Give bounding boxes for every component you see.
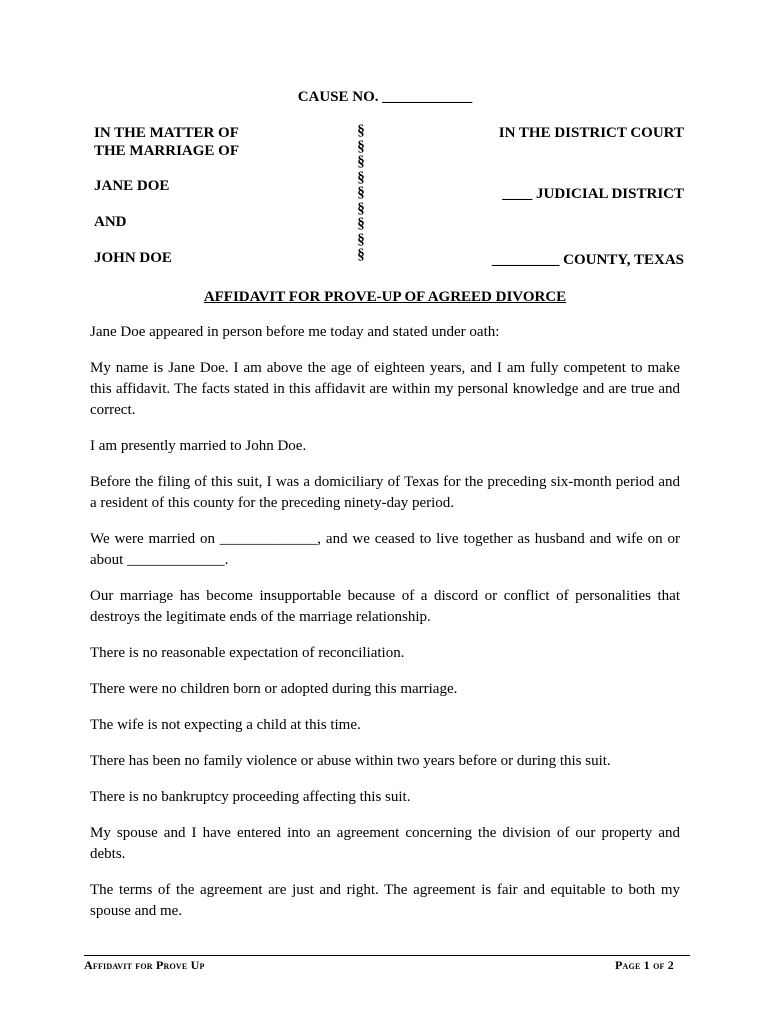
caption-party-respondent: JOHN DOE xyxy=(94,250,172,266)
section-symbol: § xyxy=(357,247,365,263)
caption-judicial-district: ____ JUDICIAL DISTRICT xyxy=(502,186,684,202)
caption-county: _________ COUNTY, TEXAS xyxy=(491,252,684,268)
paragraph: My name is Jane Doe. I am above the age of eighteen years, and I am fully competent to make this affidavit. The facts stated in this affidavit are within my personal knowledge and are true and correct. xyxy=(90,360,680,418)
caption-matter-line2: THE MARRIAGE OF xyxy=(94,143,240,159)
section-symbol: § xyxy=(357,123,365,139)
footer-page-number: Page 1 of 2 xyxy=(615,958,674,972)
footer-divider xyxy=(84,955,690,956)
section-symbol: § xyxy=(357,231,365,248)
section-symbol: § xyxy=(357,200,365,217)
caption-and: AND xyxy=(94,214,127,230)
section-symbol: § xyxy=(357,154,365,170)
paragraph: The terms of the agreement are just and right. The agreement is fair and equitable to both my spouse and me. xyxy=(90,882,680,919)
section-symbol: § xyxy=(357,169,365,186)
section-symbol: § xyxy=(357,138,365,155)
paragraph: There were no children born or adopted during this marriage. xyxy=(90,681,458,697)
paragraph: I am presently married to John Doe. xyxy=(90,438,307,454)
paragraph: Jane Doe appeared in person before me today and stated under oath: xyxy=(90,324,500,340)
footer-document-name: Affidavit for Prove Up xyxy=(84,958,205,972)
affidavit-body xyxy=(90,322,680,937)
paragraph: My spouse and I have entered into an agreement concerning the division of our property and debts. xyxy=(90,825,680,862)
paragraph: There is no reasonable expectation of reconciliation. xyxy=(90,645,405,661)
caption-court: IN THE DISTRICT COURT xyxy=(498,125,684,141)
paragraph: We were married on _____________, and we ceased to live together as husband and wife on or about _____________. xyxy=(90,531,680,568)
document-title: AFFIDAVIT FOR PROVE-UP OF AGREED DIVORCE xyxy=(203,289,567,305)
cause-number: CAUSE NO. ____________ xyxy=(297,89,473,105)
section-symbol: § xyxy=(357,216,365,232)
paragraph: There is no bankruptcy proceeding affecting this suit. xyxy=(90,789,411,805)
paragraph: Our marriage has become insupportable because of a discord or conflict of personalities that destroys the legitimate ends of the marriage relationship. xyxy=(90,588,680,625)
section-symbol: § xyxy=(357,185,365,201)
paragraph: There has been no family violence or abuse within two years before or during this suit. xyxy=(90,753,611,769)
section-symbol-column xyxy=(354,124,368,264)
paragraph: Before the filing of this suit, I was a domiciliary of Texas for the preceding six-month period and a resident of this county for the preceding ninety-day period. xyxy=(90,474,680,511)
caption-party-petitioner: JANE DOE xyxy=(94,178,170,194)
paragraph: The wife is not expecting a child at this time. xyxy=(90,717,361,733)
caption-matter-line1: IN THE MATTER OF xyxy=(94,125,239,141)
